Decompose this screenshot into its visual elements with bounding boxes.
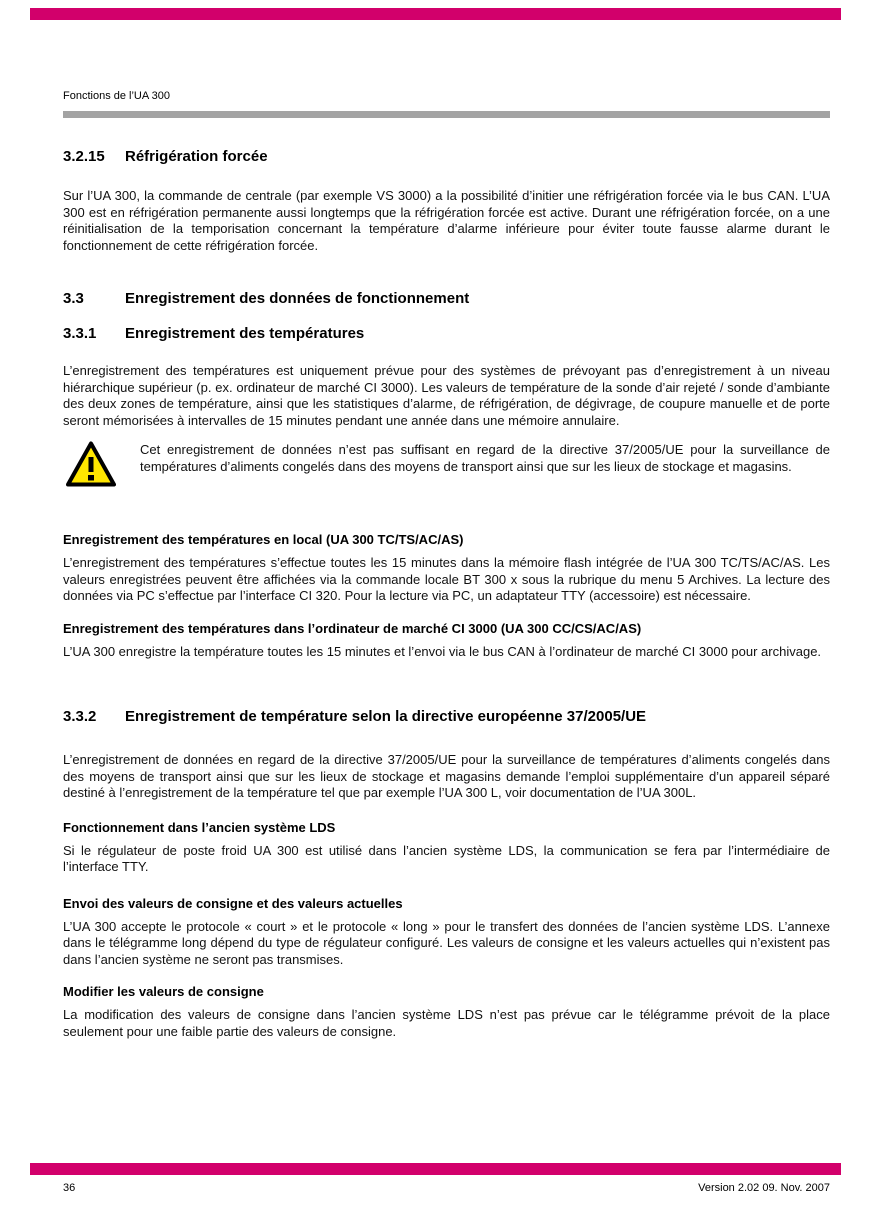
top-accent-bar <box>30 8 841 20</box>
paragraph-setpoint-sending: L’UA 300 accepte le protocole « court » et le protocole « long » pour le transfert des données de l’ancien système LDS. L’annexe dans le télégramme long dépend du type de régulateur configuré. Les valeurs de consigne et les valeurs actuelles qui n’existent pas dans l’ancien système ne seront pas transmises. <box>63 918 830 967</box>
section-title: Enregistrement des données de fonctionnement <box>125 290 470 307</box>
page-number: 36 <box>63 1182 76 1194</box>
subheading-ci3000-recording: Enregistrement des températures dans l’ordinateur de marché CI 3000 (UA 300 CC/CS/AC/AS) <box>63 620 642 636</box>
section-title: Enregistrement des températures <box>125 325 365 342</box>
subheading-old-lds-system: Fonctionnement dans l’ancien système LDS <box>63 819 336 835</box>
subheading-modify-setpoints: Modifier les valeurs de consigne <box>63 984 264 999</box>
page-footer <box>63 1182 830 1195</box>
heading-3-3-1 <box>63 325 830 343</box>
warning-triangle-icon <box>66 441 116 492</box>
subheading-setpoint-sending: Envoi des valeurs de consigne et des valeurs actuelles <box>63 895 403 911</box>
section-number: 3.2.15 <box>63 148 105 165</box>
section-title: Enregistrement de température selon la directive européenne 37/2005/UE <box>125 708 647 725</box>
page-content <box>63 90 830 1040</box>
warning-note <box>63 441 830 492</box>
section-number: 3.3.2 <box>63 708 97 725</box>
paragraph-directive-recording: L’enregistrement de données en regard de la directive 37/2005/UE pour la surveillance de températures d’aliments congelés dans des moyens de transport ainsi que sur les lieux de stockage et magasins demande l’emploi supplémentaire d’un appareil séparé destiné à l’enregistrement de la température tel que par exemple l’UA 300 L, voir documentation de l’UA 300L. <box>63 752 830 800</box>
header-rule <box>63 111 830 118</box>
section-number: 3.3.1 <box>63 325 97 342</box>
section-number: 3.3 <box>63 290 84 307</box>
paragraph-local-recording: L’enregistrement des températures s’effectue toutes les 15 minutes dans la mémoire flash intégrée de l’UA 300 TC/TS/AC/AS. Les valeurs enregistrées peuvent être affichées via la commande locale BT 300 x sous la rubrique du menu 5 Archives. La lecture des données via PC s’effectue par l’interface CI 320. Pour la lecture via PC, un adaptateur TTY (accessoire) est nécessaire. <box>63 555 830 603</box>
subheading-local-recording: Enregistrement des températures en local (UA 300 TC/TS/AC/AS) <box>63 532 464 547</box>
running-header: Fonctions de l’UA 300 <box>63 90 171 102</box>
heading-3-3 <box>63 290 830 308</box>
paragraph-temperature-recording: L’enregistrement des températures est uniquement prévue pour des systèmes de prévoyant pas d’enregistrement à un niveau hiérarchique supérieur (p. ex. ordinateur de marché CI 3000). Les valeurs de température de la sonde d’air rejeté / sonde d’ambiante des deux zones de température, ainsi que les statistiques d’alarme, de réfrigération, de dégivrage, de coupure manuelle et de porte seront mémorisées à intervalles de 15 minutes pendant une année dans une mémoire annulaire. <box>63 363 830 428</box>
paragraph-forced-refrigeration: Sur l’UA 300, la commande de centrale (par exemple VS 3000) a la possibilité d’initier une réfrigération forcée via le bus CAN. L’UA 300 est en réfrigération permanente aussi longtemps que la réfrigération forcée est active. Durant une réfrigération forcée, on a une réinitialisation de la temporisation concernant la température d’alarme inférieure pour éviter toute fausse alarme durant le fonctionnement de cette réfrigération forcée. <box>63 188 830 253</box>
version-info: Version 2.02 09. Nov. 2007 <box>698 1182 830 1194</box>
heading-3-3-2 <box>63 708 830 726</box>
heading-3-2-15 <box>63 148 830 166</box>
section-title: Réfrigération forcée <box>125 148 268 165</box>
warning-text: Cet enregistrement de données n’est pas suffisant en regard de la directive 37/2005/UE pour la surveillance de températures d’aliments congelés dans des moyens de transport ainsi que sur les lieux de stockage et magasins. <box>140 442 830 474</box>
paragraph-old-lds-system: Si le régulateur de poste froid UA 300 est utilisé dans l’ancien système LDS, la communication se fera par l’intermédiaire de l’interface TTY. <box>63 842 830 874</box>
bottom-accent-bar <box>30 1163 841 1175</box>
paragraph-modify-setpoints: La modification des valeurs de consigne dans l’ancien système LDS n’est pas prévue car le télégramme prévoit de la place seulement pour une faible partie des valeurs de consigne. <box>63 1007 830 1039</box>
paragraph-ci3000-recording: L’UA 300 enregistre la température toutes les 15 minutes et l’envoi via le bus CAN à l’ordinateur de marché CI 3000 pour archivage. <box>63 643 822 659</box>
